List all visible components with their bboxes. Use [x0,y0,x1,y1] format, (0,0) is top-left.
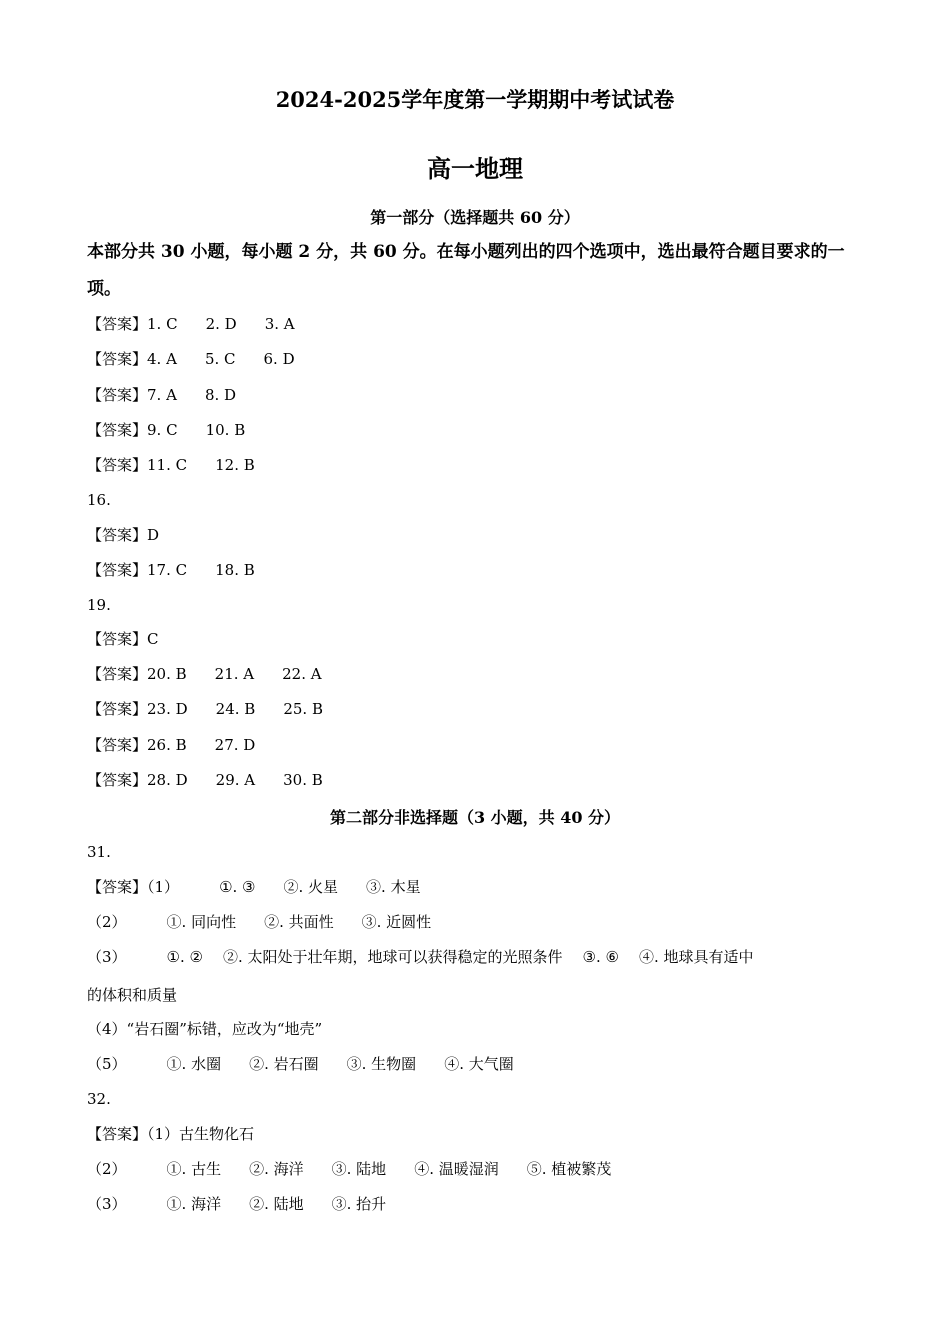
answer-item: ①. 海洋 [166,1195,222,1213]
answer-item: ④. 地球具有适中 [638,948,754,966]
answer-item: （1）古生物化石 [147,1125,255,1143]
answer-item: 9. C [147,421,178,439]
part1-instruction: 本部分共 30 小题，每小题 2 分，共 60 分。在每小题列出的四个选项中，选出最符合题目要求的一项。 [87,242,845,299]
answer-tag: 【答案】 [87,526,148,544]
question-number: 19. [87,596,111,614]
answer-row [87,1053,514,1075]
answer-row [87,419,245,441]
part1-heading: 第一部分（选择题共 60 分） [370,208,580,227]
answer-tag: 【答案】 [87,315,148,333]
answer-item: ④. 温暖湿润 [414,1160,499,1178]
answer-item: ③. 抬升 [331,1195,387,1213]
answer-item: 20. B [147,665,187,683]
answer-tag: 【答案】 [87,456,148,474]
answer-item: 28. D [147,771,188,789]
answer-row [87,454,255,476]
answer-item: 22. A [282,665,322,683]
question-number: 16. [87,491,111,509]
sub-question-label: （2） [87,913,127,931]
answer-item: D [147,526,160,544]
answer-row [87,384,236,406]
answer-row [87,911,431,933]
answer-tag: 【答案】 [87,561,148,579]
answer-item: 25. B [283,700,323,718]
answer-row [87,1193,386,1215]
answer-item: ③. ⑥ [582,948,619,966]
answer-row [87,698,323,720]
sub-question-label: （3） [87,948,127,966]
answer-item: ②. 共面性 [264,913,334,931]
answer-item: ①. 同向性 [166,913,237,931]
answer-item: ⑤. 植被繁茂 [526,1160,612,1178]
answer-row [87,663,322,685]
answer-item: ②. 海洋 [249,1160,304,1178]
answer-item: 18. B [215,561,255,579]
answer-tag: 【答案】 [87,878,148,896]
answer-item: ④. 大气圈 [444,1055,514,1073]
answer-row: （4）“岩石圈”标错，应改为“地壳” [87,1020,323,1038]
exam-title: 2024-2025学年度第一学期期中考试试卷 [275,87,675,112]
answer-row [87,734,255,756]
answer-item: 11. C [147,456,188,474]
answer-row [87,524,159,546]
answer-row [87,1158,611,1180]
answer-item: 7. A [147,386,177,404]
sub-question-label: （3） [87,1195,127,1213]
answer-item: 29. A [215,771,256,789]
answer-tag: 【答案】 [87,386,148,404]
answer-item: ②. 火星 [283,878,339,896]
answer-row [87,628,159,650]
answer-item: 30. B [283,771,323,789]
answer-item: ①. ③ [219,878,256,896]
answer-row [87,313,295,335]
answer-item: ①. 古生 [166,1160,222,1178]
answer-tag: 【答案】 [87,700,148,718]
answer-item: 21. A [214,665,255,683]
answer-tag: 【答案】 [87,736,148,754]
answer-item: 10. B [205,421,246,439]
exam-subject: 高一地理 [427,154,523,183]
answer-item: ③. 木星 [366,878,421,896]
sub-question-label: （5） [87,1055,127,1073]
question-number: 31. [87,843,111,861]
sub-question-label: （2） [87,1160,127,1178]
answer-item: C [147,630,159,648]
answer-item: 24. B [215,700,256,718]
answer-row [87,348,295,370]
answer-item: 6. D [263,350,295,368]
answer-item: 4. A [147,350,177,368]
answer-item: 26. B [147,736,187,754]
answer-item: 3. A [264,315,295,333]
answer-item: ③. 近圆性 [361,913,432,931]
answer-row [87,946,754,968]
answer-tag: 【答案】 [87,771,148,789]
answer-item: 2. D [205,315,237,333]
part2-heading: 第二部分非选择题（3 小题，共 40 分） [329,808,621,827]
answer-tag: 【答案】 [87,350,148,368]
answer-row [87,1123,254,1145]
answer-item: ①. 水圈 [166,1055,222,1073]
answer-row [87,559,255,581]
answer-item: 12. B [215,456,255,474]
answer-item: ②. 岩石圈 [249,1055,319,1073]
answer-item: 1. C [147,315,178,333]
sub-question-label: （1） [147,878,180,896]
answer-item: ②. 陆地 [249,1195,304,1213]
answer-item: ③. 生物圈 [346,1055,417,1073]
answer-tag: 【答案】 [87,665,148,683]
answer-item: 23. D [147,700,188,718]
answer-row [87,876,421,898]
answer-item: 27. D [214,736,256,754]
question-number: 32. [87,1090,111,1108]
answer-item: 8. D [204,386,237,404]
answer-item: 5. C [204,350,236,368]
answer-tag: 【答案】 [87,421,148,439]
answer-tag: 【答案】 [87,1125,148,1143]
answer-item: 17. C [147,561,188,579]
answer-item: ②. 太阳处于壮年期，地球可以获得稳定的光照条件 [222,948,563,966]
answer-tag: 【答案】 [87,630,148,648]
answer-item: ③. 陆地 [331,1160,387,1178]
answer-item: ①. ② [166,948,203,966]
answer-row [87,769,323,791]
answer-continuation: 的体积和质量 [87,986,178,1004]
